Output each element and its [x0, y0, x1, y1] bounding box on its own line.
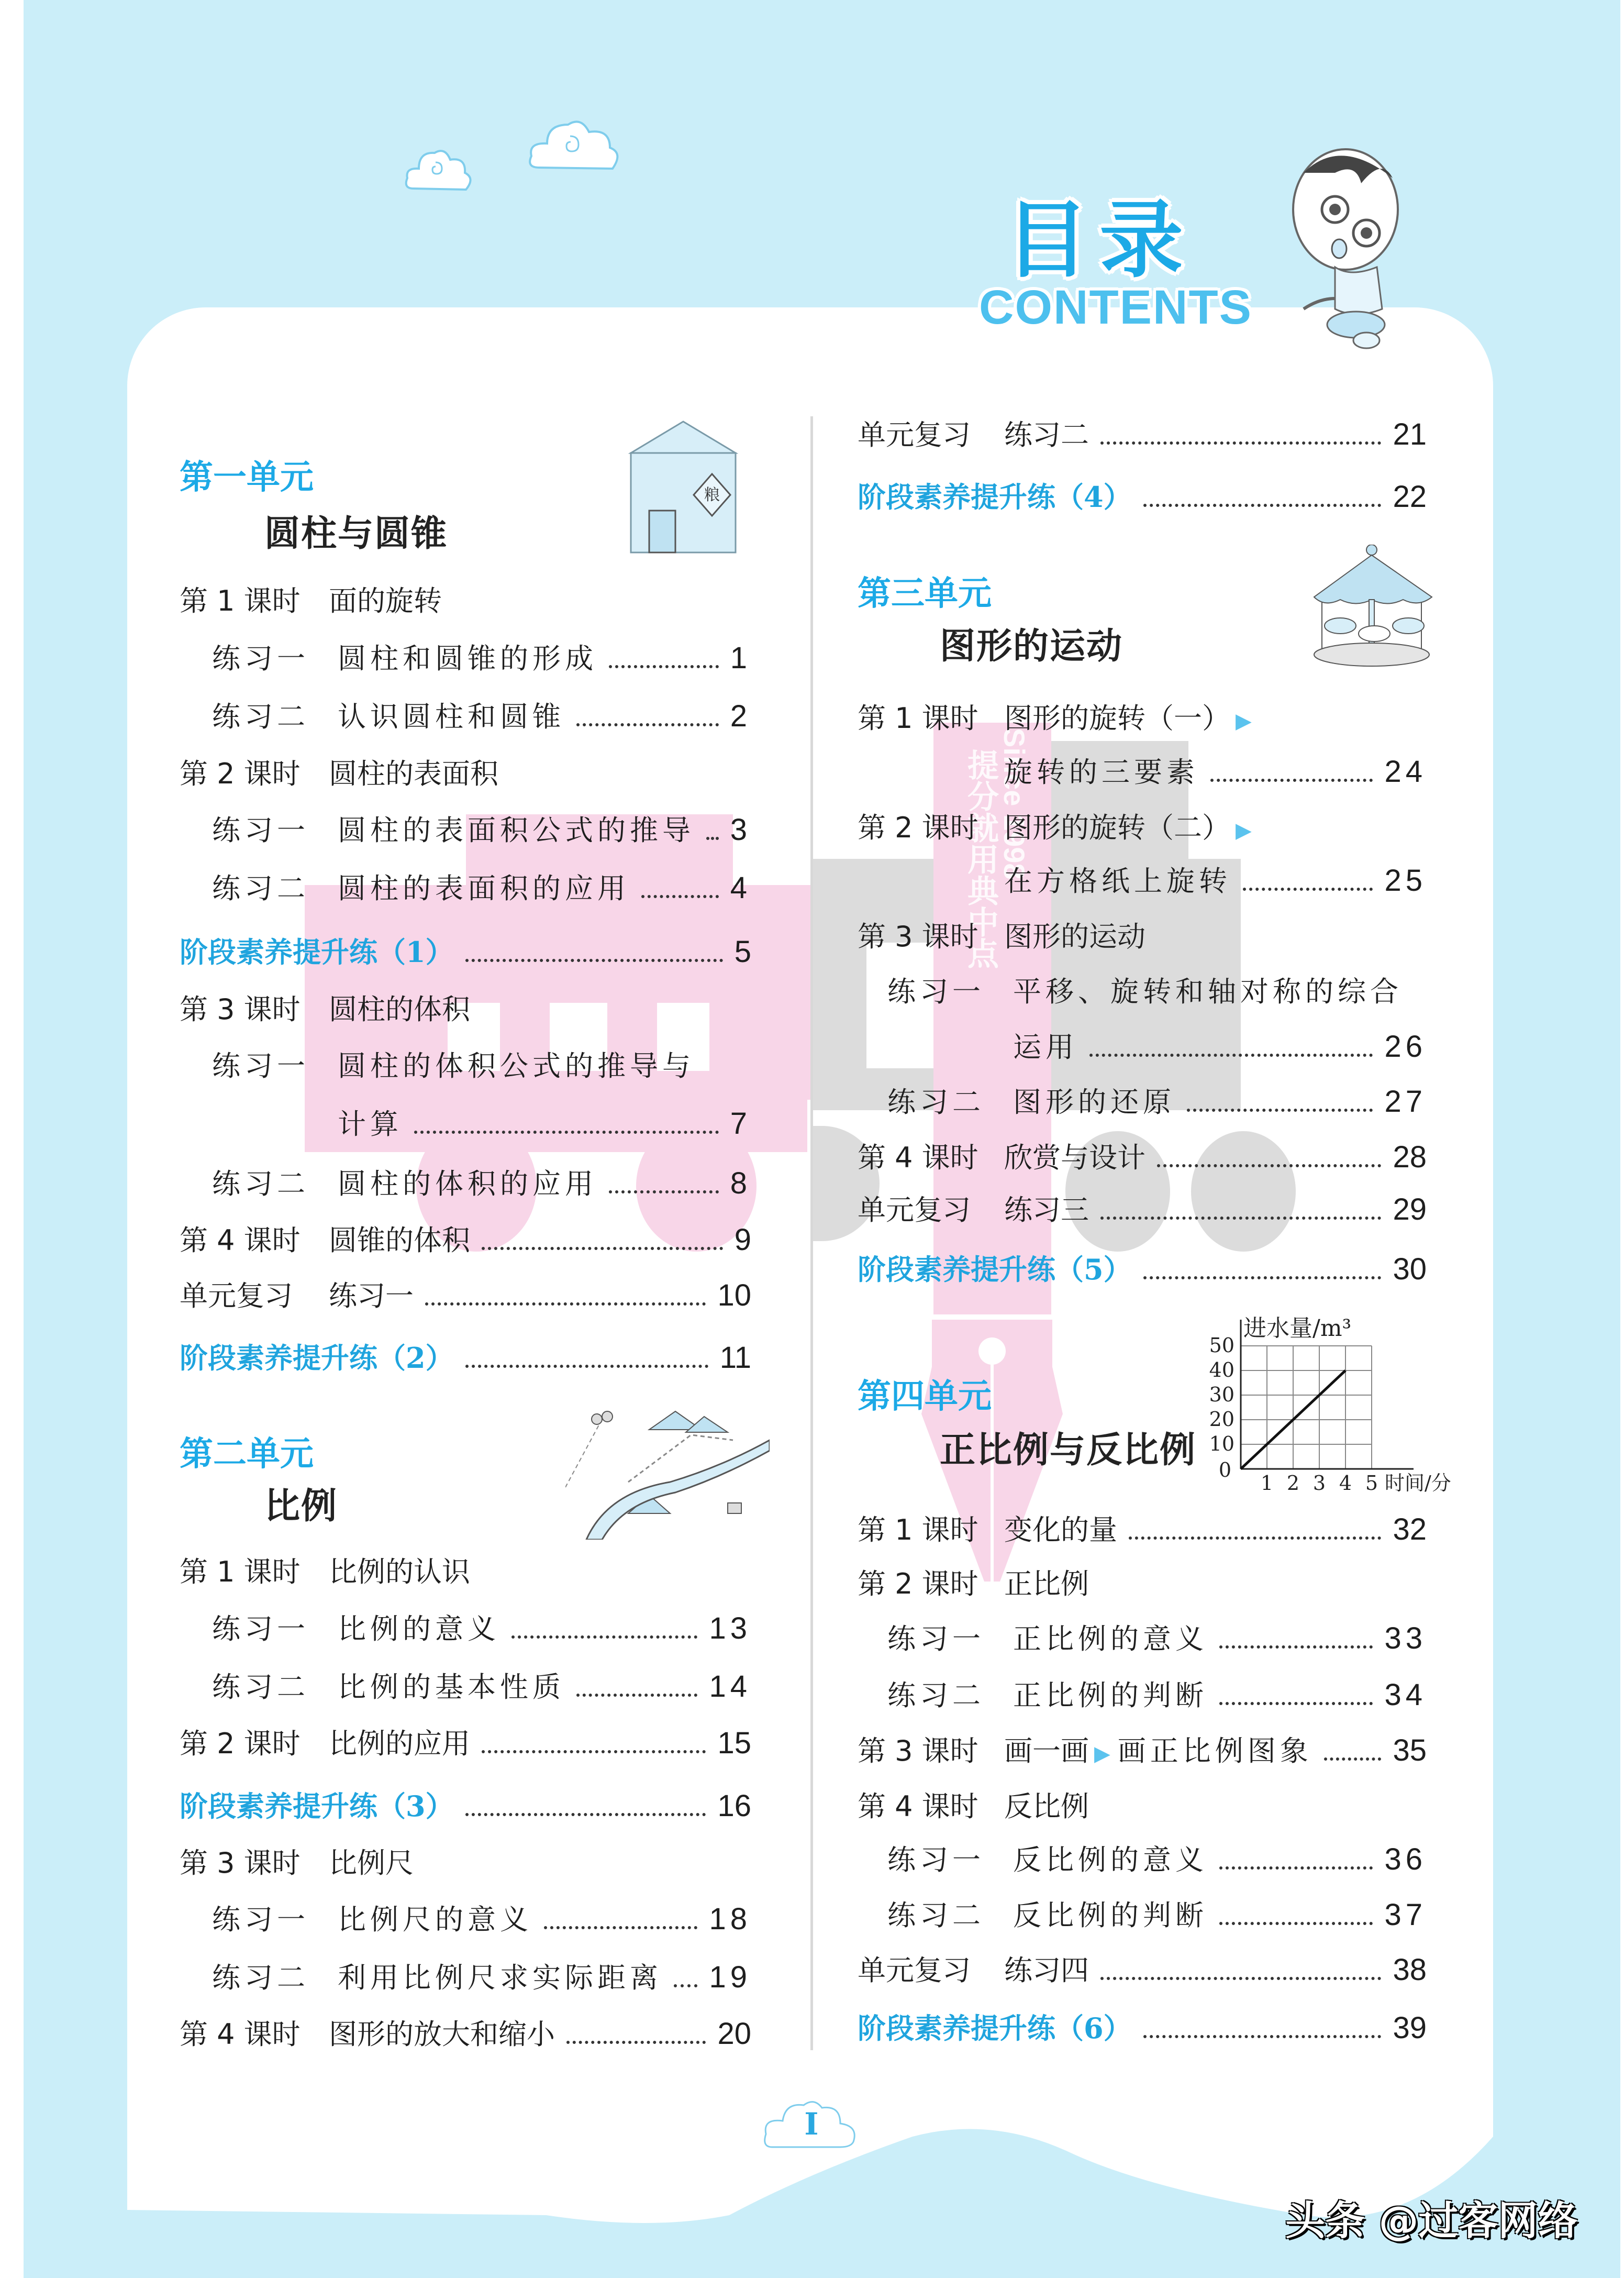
- toc-entry[interactable]: 练习一 正比例的意义 33: [887, 1621, 1427, 1655]
- toc-entry[interactable]: 单元复习 练习四 38: [858, 1953, 1427, 1987]
- toc-entry[interactable]: 第 4 课时 反比例: [858, 1790, 1089, 1823]
- play-arrow-icon: ▶: [1236, 709, 1252, 733]
- svg-text:粮: 粮: [704, 486, 720, 504]
- unit-title: 圆柱与圆锥: [264, 513, 448, 555]
- svg-text:2: 2: [1286, 1472, 1300, 1492]
- page-number: I: [804, 2106, 819, 2142]
- cartoon-boy-icon: [1225, 141, 1424, 351]
- toc-entry[interactable]: 练习二 图形的还原 27: [887, 1085, 1427, 1119]
- toc-entry[interactable]: 第 3 课时 圆柱的体积: [180, 993, 470, 1026]
- svg-text:1: 1: [1260, 1472, 1274, 1492]
- column-divider: [810, 416, 813, 2050]
- toc-entry[interactable]: 计算 7: [338, 1107, 751, 1141]
- cloud-icon: [403, 141, 476, 199]
- svg-text:5: 5: [1365, 1472, 1378, 1492]
- svg-text:3: 3: [1312, 1472, 1326, 1492]
- toc-entry[interactable]: 练习二 圆柱的体积的应用 8: [212, 1166, 751, 1200]
- play-arrow-icon: ▶: [1094, 1742, 1110, 1766]
- toc-entry[interactable]: 第 4 课时 图形的放大和缩小 20: [180, 2017, 751, 2051]
- toc-entry[interactable]: 第 4 课时 欣赏与设计 28: [858, 1140, 1427, 1174]
- toc-entry-review[interactable]: 阶段素养提升练（1） 5: [180, 935, 751, 969]
- toc-entry[interactable]: 练习一 圆柱的表面积公式的推导 3: [212, 813, 751, 847]
- svg-text:40: 40: [1209, 1358, 1234, 1381]
- page-title: 目录: [1005, 191, 1194, 289]
- toc-entry[interactable]: 第 1 课时 变化的量 32: [858, 1512, 1427, 1546]
- toc-entry[interactable]: 练习二 正比例的判断 34: [887, 1678, 1427, 1712]
- credit-watermark: 头条 @过客网络: [1285, 2197, 1578, 2244]
- svg-text:4: 4: [1339, 1472, 1352, 1492]
- toc-entry[interactable]: 练习一 圆柱的体积公式的推导与: [212, 1049, 695, 1082]
- grain-silo-icon: [628, 419, 738, 555]
- toc-entry[interactable]: 单元复习 练习二 21: [858, 417, 1427, 451]
- toc-entry[interactable]: 在方格纸上旋转 25: [1004, 864, 1427, 898]
- unit-label: 第一单元: [180, 458, 314, 497]
- toc-entry[interactable]: 练习一 比例的意义 13: [212, 1611, 751, 1645]
- svg-text:0: 0: [1218, 1458, 1231, 1481]
- toc-entry[interactable]: 练习一 反比例的意义 36: [887, 1842, 1427, 1876]
- toc-entry[interactable]: 第 2 课时 图形的旋转（二） ▶: [858, 811, 1252, 844]
- svg-text:10: 10: [1209, 1432, 1234, 1455]
- toc-entry[interactable]: 旋转的三要素 24: [1004, 755, 1427, 789]
- toc-entry[interactable]: 练习一 比例尺的意义 18: [212, 1902, 751, 1936]
- svg-text:50: 50: [1209, 1334, 1234, 1357]
- toc-entry[interactable]: 练习二 圆柱的表面积的应用 4: [212, 871, 751, 905]
- play-arrow-icon: ▶: [1236, 819, 1252, 843]
- toc-entry[interactable]: 第 1 课时 比例的认识: [180, 1555, 470, 1588]
- svg-text:时间/分: 时间/分: [1385, 1472, 1451, 1492]
- toc-entry[interactable]: 练习一 圆柱和圆锥的形成 1: [212, 641, 751, 675]
- toc-entry[interactable]: 第 2 课时 比例的应用 15: [180, 1726, 751, 1760]
- toc-entry[interactable]: 第 1 课时 面的旋转: [180, 584, 442, 617]
- toc-entry[interactable]: 练习一 平移、旋转和轴对称的综合: [887, 975, 1403, 1008]
- toc-entry[interactable]: 练习二 认识圆柱和圆锥 2: [212, 699, 751, 733]
- unit-label: 第四单元: [858, 1377, 992, 1416]
- unit-title: 正比例与反比例: [940, 1430, 1197, 1471]
- toc-entry-review[interactable]: 阶段素养提升练（3） 16: [180, 1789, 751, 1823]
- toc-entry[interactable]: 第 3 课时 比例尺: [180, 1846, 414, 1879]
- unit-title: 图形的运动: [940, 626, 1124, 667]
- toc-entry-review[interactable]: 阶段素养提升练（6） 39: [858, 2011, 1427, 2045]
- unit-label: 第三单元: [858, 574, 992, 613]
- map-icon: [565, 1409, 770, 1540]
- unit-label: 第二单元: [180, 1435, 314, 1474]
- cloud-icon: [526, 110, 626, 178]
- toc-entry[interactable]: 单元复习 练习三 29: [858, 1192, 1427, 1226]
- svg-text:30: 30: [1209, 1383, 1234, 1406]
- watermark-slogan: 提分就用典中点: [962, 749, 999, 969]
- toc-entry[interactable]: 第 3 课时 画一画 ▶ 画正比例图象 35: [858, 1733, 1427, 1767]
- toc-entry[interactable]: 第 2 课时 正比例: [858, 1567, 1089, 1600]
- carousel-icon: [1309, 545, 1440, 670]
- line-graph: [1199, 1309, 1492, 1492]
- toc-entry-review[interactable]: 阶段素养提升练（2） 11: [180, 1341, 751, 1375]
- toc-entry[interactable]: 第 1 课时 图形的旋转（一） ▶: [858, 702, 1252, 735]
- toc-entry[interactable]: 单元复习 练习一 10: [180, 1278, 751, 1312]
- toc-entry[interactable]: 练习二 反比例的判断 37: [887, 1898, 1427, 1932]
- toc-entry[interactable]: 运用 26: [1013, 1030, 1427, 1064]
- toc-entry-review[interactable]: 阶段素养提升练（4） 22: [858, 480, 1427, 514]
- watermark-since: Since 1998: [998, 728, 1031, 880]
- graph-ylabel: 进水量/m³: [1243, 1315, 1352, 1342]
- toc-entry[interactable]: 第 4 课时 圆锥的体积 9: [180, 1223, 751, 1257]
- unit-title: 比例: [264, 1486, 338, 1527]
- page-number-badge: [762, 2095, 861, 2152]
- toc-entry-review[interactable]: 阶段素养提升练（5） 30: [858, 1252, 1427, 1286]
- page-subtitle: CONTENTS: [979, 281, 1252, 334]
- toc-entry[interactable]: 第 3 课时 图形的运动: [858, 920, 1145, 953]
- toc-entry[interactable]: 第 2 课时 圆柱的表面积: [180, 757, 498, 790]
- toc-entry[interactable]: 练习二 比例的基本性质 14: [212, 1669, 751, 1704]
- toc-entry[interactable]: 练习二 利用比例尺求实际距离 19: [212, 1960, 751, 1994]
- svg-text:20: 20: [1209, 1408, 1234, 1431]
